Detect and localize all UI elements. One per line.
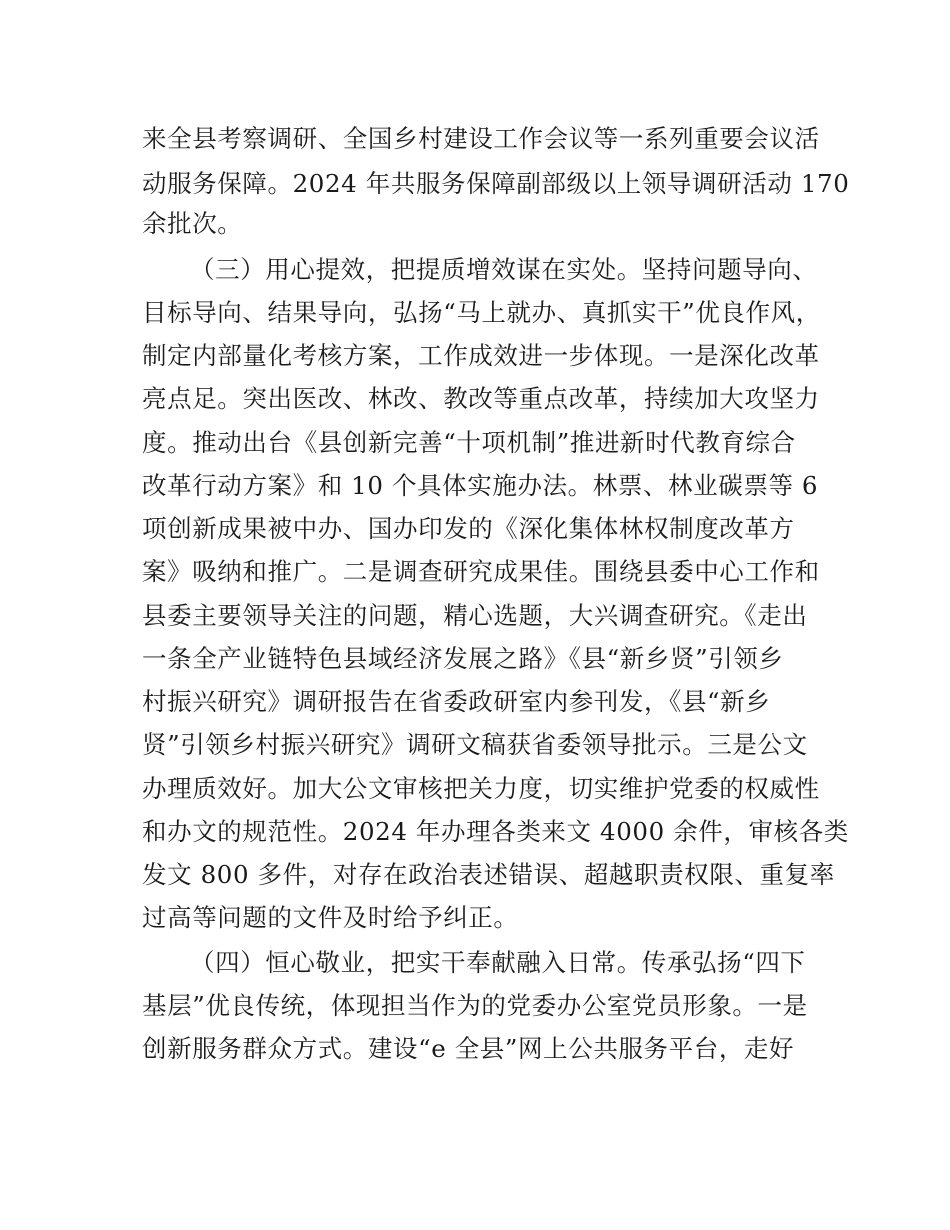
text-line: 亮点足。突出医改、林改、教改等重点改革，持续加大攻坚力	[142, 384, 820, 413]
text-line: 办理质效好。加大公文审核把关力度，切实维护党委的权威性	[142, 774, 820, 803]
text-line: 创新服务群众方式。建设“e 全县”网上公共服务平台，走好	[142, 1034, 795, 1063]
text-line: 发文 800 多件，对存在政治表述错误、超越职责权限、重复率	[142, 860, 835, 889]
text-line: 县委主要领导关注的问题，精心选题，大兴调查研究。《走出	[142, 601, 808, 630]
text-line: 过高等问题的文件及时给予纠正。	[142, 903, 519, 932]
text-line: 来全县考察调研、全国乡村建设工作会议等一系列重要会议活	[142, 124, 820, 153]
text-line: 村振兴研究》调研报告在省委政研室内参刊发，《县“新乡	[142, 687, 771, 716]
text-line: 基层”优良传统，体现担当作为的党委办公室党员形象。一是	[142, 991, 808, 1020]
text-line: 动服务保障。2024 年共服务保障副部级以上领导调研活动 170	[142, 169, 850, 198]
text-line: 和办文的规范性。2024 年办理各类来文 4000 余件，审核各类	[142, 817, 849, 846]
text-line: 改革行动方案》和 10 个具体实施办法。林票、林业碳票等 6	[142, 471, 819, 500]
text-line: 一条全产业链特色县域经济发展之路》《县“新乡贤”引领乡	[142, 644, 784, 673]
text-line: 目标导向、结果导向，弘扬“马上就办、真抓实干”优良作风，	[142, 298, 821, 327]
section-3-heading-line: （三）用心提效，把提质增效谋在实处。坚持问题导向、	[190, 255, 818, 284]
text-line: 贤”引领乡村振兴研究》调研文稿获省委领导批示。三是公文	[142, 730, 808, 759]
text-line: 度。推动出台《县创新完善“十项机制”推进新时代教育综合	[142, 428, 796, 457]
text-line: 案》吸纳和推广。二是调查研究成果佳。围绕县委中心工作和	[142, 557, 820, 586]
text-line: 制定内部量化考核方案，工作成效进一步体现。一是深化改革	[142, 341, 820, 370]
text-line: 余批次。	[142, 209, 243, 238]
section-4-heading-line: （四）恒心敬业，把实干奉献融入日常。传承弘扬“四下	[190, 948, 806, 977]
text-line: 项创新成果被中办、国办印发的《深化集体林权制度改革方	[142, 514, 795, 543]
